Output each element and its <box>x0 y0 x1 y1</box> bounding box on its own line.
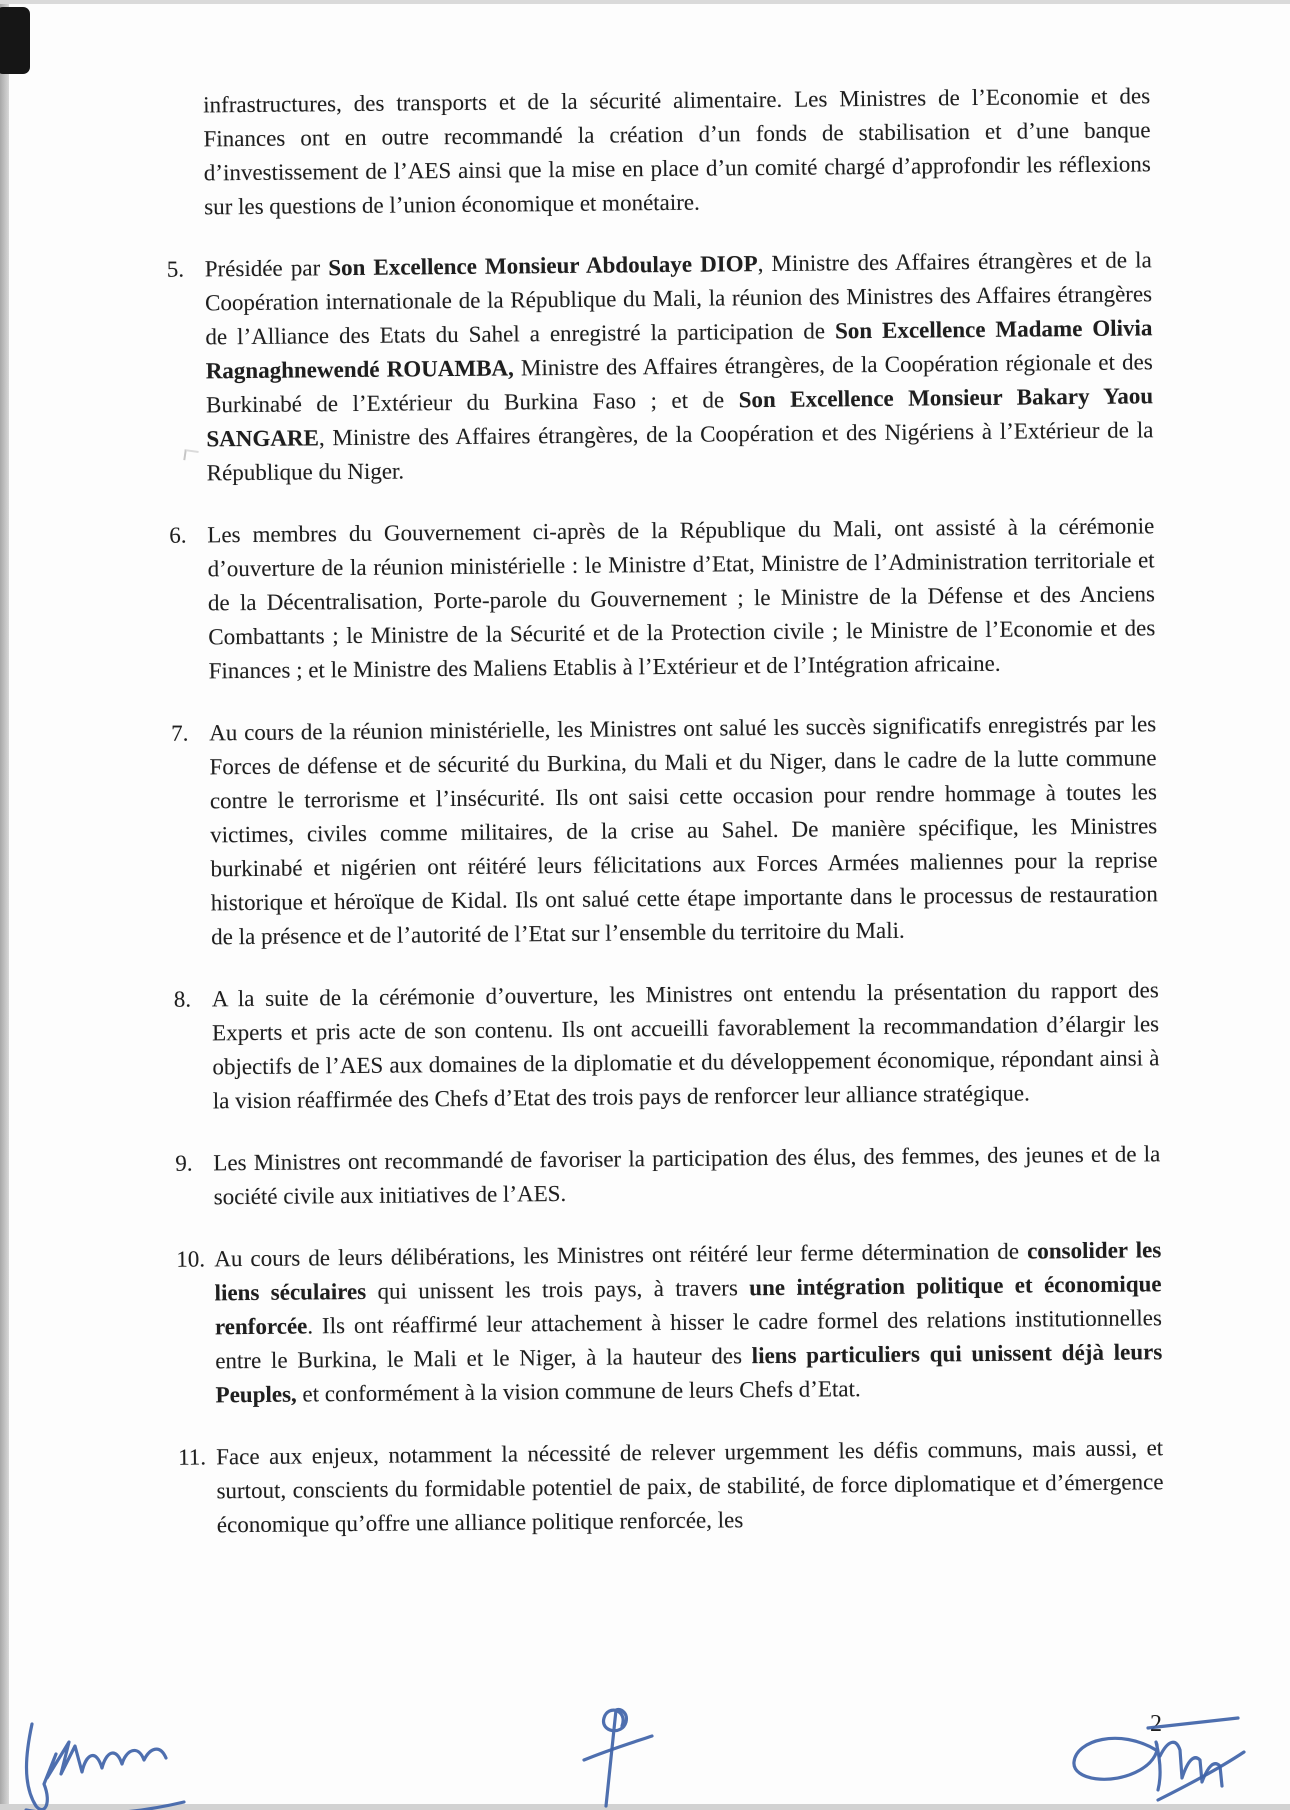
paragraph-text: Les Ministres ont recommandé de favoriser la participation des élus, des femmes, des jeunes et de la société civile aux initiatives de l’AES. <box>213 1141 1161 1210</box>
numbered-paragraph <box>175 1137 1161 1214</box>
paragraph-text: Présidée par Son Excellence Monsieur Abdoulaye DIOP, Ministre des Affaires étrangères et de la Coopération internationale de la République du Mali, la réunion des Ministres des Affaires étrangères de l’Alliance des Etats du Sahel a enregistré la participation de Son Excellence Madame Olivia Ragnaghnewendé ROUAMBA, Ministre des Affaires étrangères, de la Coopération régionale et des Burkinabé de l’Extérieur du Burkina Faso ; et de Son Excellence Monsieur Bakary Yaou SANGARE, Ministre des Affaires étrangères, de la Coopération et des Nigériens à l’Extérieur de la République du Niger. <box>204 247 1154 486</box>
paragraph-number: 11. <box>178 1444 207 1470</box>
numbered-paragraph <box>178 1431 1164 1542</box>
numbered-paragraph <box>169 509 1156 688</box>
document-body <box>165 79 1164 1542</box>
paragraph-number: 6. <box>169 522 187 548</box>
numbered-paragraph <box>167 243 1154 490</box>
scan-corner-mark <box>0 7 30 74</box>
continuation-paragraph <box>165 79 1151 224</box>
paragraph-text: Face aux enjeux, notamment la nécessité de relever urgemment les défis communs, mais aussi, et surtout, conscients du formidable potentiel de paix, de stabilité, de force diplomatique et d’émergence économique qu’offre une alliance politique renforcée, les <box>216 1435 1164 1538</box>
paragraph-number: 5. <box>166 256 185 282</box>
scan-edge-top <box>0 0 1290 4</box>
paragraph-number: 8. <box>173 986 192 1012</box>
signature-left <box>16 1712 196 1810</box>
numbered-paragraph <box>174 973 1160 1118</box>
paragraph-text: infrastructures, des transports et de la sécurité alimentaire. Les Ministres de l’Economie et des Finances ont en outre recommandé la création d’un fonds de stabilisation et d’une banque d’investissement de l’AES ainsi que la mise en place d’un comité chargé d’approfondir les réflexions sur les questions de l’union économique et monétaire. <box>203 83 1151 220</box>
numbered-paragraph <box>176 1233 1163 1412</box>
paragraph-number: 9. <box>175 1150 193 1176</box>
paragraph-number <box>165 88 204 224</box>
paragraph-text: A la suite de la cérémonie d’ouverture, les Ministres ont entendu la présentation du rapport des Experts et pris acte de son contenu. Ils ont accueilli favorablement la recommandation d’élargir les objectifs de l’AES aux domaines de la diplomatie et du développement économique, répondant ainsi à la vision réaffirmée des Chefs d’Etat des trois pays de renforcer leur alliance stratégique. <box>211 977 1160 1114</box>
paragraph-text: Les membres du Gouvernement ci-après de la République du Mali, ont assisté à la cérémonie d’ouverture de la réunion ministérielle : le Ministre d’Etat, Ministre de l’Administration territoriale et de la Décentralisation, Porte-parole du Gouvernement ; le Ministre de la Défense et des Anciens Combattants ; le Ministre de la Sécurité et de la Protection civile ; le Ministre de l’Economie et des Finances ; et le Ministre des Maliens Etablis à l’Extérieur et de l’Intégration africaine. <box>207 513 1156 684</box>
paragraph-text: Au cours de leurs délibérations, les Ministres ont réitéré leur ferme détermination de consolider les liens séculaires qui unissent les trois pays, à travers une intégration politique et économique renforcée. Ils ont réaffirmé leur attachement à hisser le cadre formel des relations institutionnelles entre le Burkina, le Mali et le Niger, à la hauteur des liens particuliers qui unissent déjà leurs Peuples, et conformément à la vision commune de leurs Chefs d’Etat. <box>214 1237 1163 1408</box>
paragraph-number: 7. <box>171 720 189 746</box>
scan-edge-left <box>0 0 9 1810</box>
scan-edge-bottom <box>0 1804 1290 1810</box>
numbered-paragraph <box>171 707 1158 954</box>
paragraph-number: 10. <box>176 1246 206 1272</box>
paragraph-text: Au cours de la réunion ministérielle, les Ministres ont salué les succès significatifs enregistrés par les Forces de défense et de sécurité du Burkina, du Mali et du Niger, dans le cadre de la lutte commune contre le terrorisme et l’insécurité. Ils ont saisi cette occasion pour rendre hommage à toutes les victimes, civiles comme militaires, de la crise au Sahel. De manière spécifique, les Ministres burkinabé et nigérien ont réitéré leurs félicitations aux Forces Armées maliennes pour la reprise historique et héroïque de Kidal. Ils ont salué cette étape importante dans le processus de restauration de la présence et de l’autorité de l’Etat sur l’ensemble du territoire du Mali. <box>209 711 1158 950</box>
signature-center <box>578 1700 658 1810</box>
page-number: 2 <box>1150 1711 1162 1737</box>
